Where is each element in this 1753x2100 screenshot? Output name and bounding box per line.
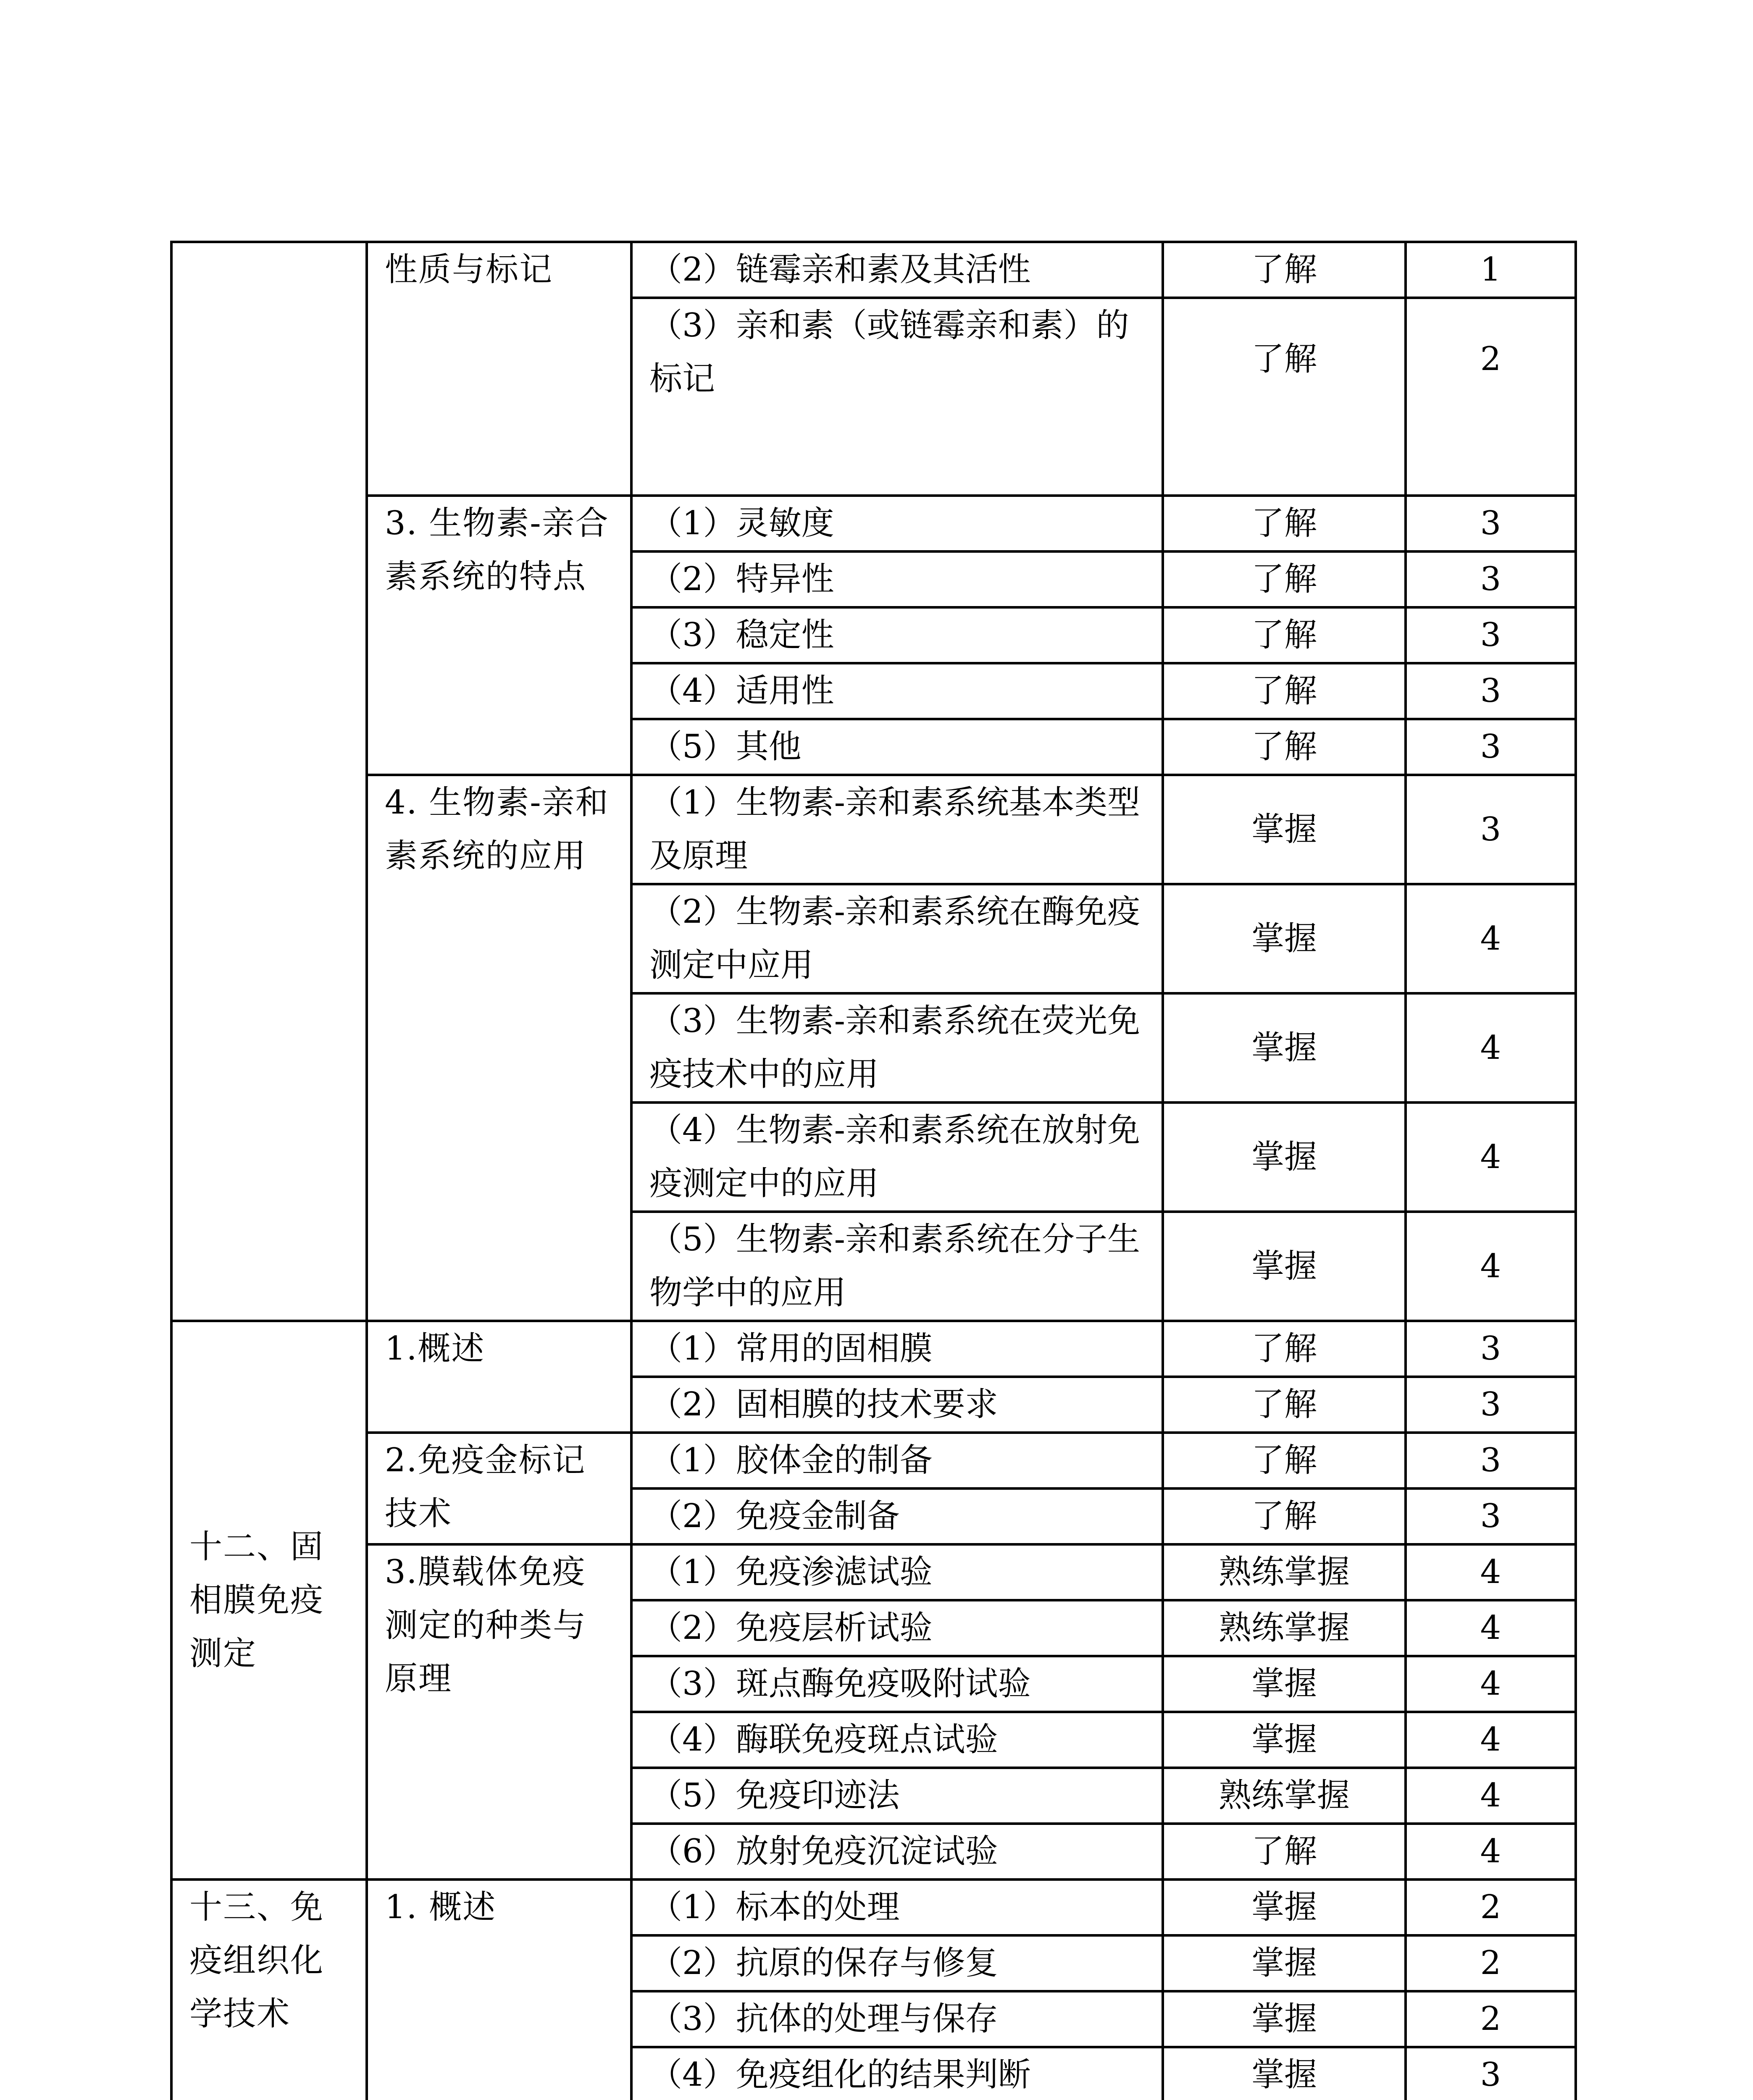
content-cell: （5）免疫印迹法 — [631, 1768, 1163, 1824]
main-topic-cell: 十二、固相膜免疫测定 — [171, 1321, 367, 1880]
hours-cell: 3 — [1406, 663, 1576, 719]
content-cell: （1）灵敏度 — [631, 496, 1163, 551]
requirement-level-cell: 了解 — [1163, 719, 1406, 775]
content-cell: （1）生物素-亲和素系统基本类型及原理 — [631, 775, 1163, 884]
content-cell: （4）免疫组化的结果判断 — [631, 2047, 1163, 2100]
hours-cell: 2 — [1406, 1991, 1576, 2047]
content-cell: （1）标本的处理 — [631, 1880, 1163, 1935]
content-cell: （5）其他 — [631, 719, 1163, 775]
subtopic-cell: 1.概述 — [367, 1321, 631, 1433]
subtopic-cell: 3.膜载体免疫测定的种类与原理 — [367, 1544, 631, 1880]
hours-cell: 4 — [1406, 1600, 1576, 1656]
requirement-level-cell: 了解 — [1163, 496, 1406, 551]
hours-cell: 4 — [1406, 993, 1576, 1102]
content-cell: （1）常用的固相膜 — [631, 1321, 1163, 1377]
requirement-level-cell: 熟练掌握 — [1163, 1544, 1406, 1600]
hours-cell: 3 — [1406, 2047, 1576, 2100]
hours-cell: 3 — [1406, 1321, 1576, 1377]
hours-cell: 4 — [1406, 1212, 1576, 1321]
content-cell: （3）抗体的处理与保存 — [631, 1991, 1163, 2047]
content-cell: （2）链霉亲和素及其活性 — [631, 242, 1163, 298]
content-cell: （2）生物素-亲和素系统在酶免疫测定中应用 — [631, 884, 1163, 993]
content-cell: （2）抗原的保存与修复 — [631, 1935, 1163, 1991]
requirement-level-cell: 熟练掌握 — [1163, 1600, 1406, 1656]
hours-cell: 4 — [1406, 1712, 1576, 1768]
requirement-level-cell: 掌握 — [1163, 1935, 1406, 1991]
hours-cell: 3 — [1406, 775, 1576, 884]
hours-cell: 4 — [1406, 1768, 1576, 1824]
requirement-level-cell: 掌握 — [1163, 993, 1406, 1102]
hours-cell: 3 — [1406, 607, 1576, 663]
requirement-level-cell: 掌握 — [1163, 2047, 1406, 2100]
content-cell: （2）特异性 — [631, 551, 1163, 607]
hours-cell: 3 — [1406, 551, 1576, 607]
hours-cell: 3 — [1406, 1433, 1576, 1488]
hours-cell: 2 — [1406, 1880, 1576, 1935]
requirement-level-cell: 了解 — [1163, 1824, 1406, 1880]
requirement-level-cell: 了解 — [1163, 663, 1406, 719]
subtopic-cell: 性质与标记 — [367, 242, 631, 496]
content-cell: （1）免疫渗滤试验 — [631, 1544, 1163, 1600]
content-cell: （3）亲和素（或链霉亲和素）的标记 — [631, 298, 1163, 496]
requirement-level-cell: 掌握 — [1163, 775, 1406, 884]
content-cell: （5）生物素-亲和素系统在分子生物学中的应用 — [631, 1212, 1163, 1321]
requirement-level-cell: 了解 — [1163, 298, 1406, 496]
hours-cell: 2 — [1406, 1935, 1576, 1991]
requirement-level-cell: 掌握 — [1163, 884, 1406, 993]
hours-cell: 4 — [1406, 1102, 1576, 1212]
requirement-level-cell: 了解 — [1163, 607, 1406, 663]
content-cell: （4）生物素-亲和素系统在放射免疫测定中的应用 — [631, 1102, 1163, 1212]
requirement-level-cell: 掌握 — [1163, 1102, 1406, 1212]
hours-cell: 4 — [1406, 1544, 1576, 1600]
content-cell: （6）放射免疫沉淀试验 — [631, 1824, 1163, 1880]
content-cell: （2）免疫金制备 — [631, 1488, 1163, 1544]
requirement-level-cell: 掌握 — [1163, 1991, 1406, 2047]
main-topic-cell — [171, 242, 367, 1321]
subtopic-cell: 1. 概述 — [367, 1880, 631, 2100]
hours-cell: 3 — [1406, 719, 1576, 775]
subtopic-cell: 2.免疫金标记技术 — [367, 1433, 631, 1544]
requirement-level-cell: 了解 — [1163, 242, 1406, 298]
content-cell: （3）稳定性 — [631, 607, 1163, 663]
requirement-level-cell: 掌握 — [1163, 1712, 1406, 1768]
syllabus-table — [170, 241, 1577, 2100]
requirement-level-cell: 掌握 — [1163, 1212, 1406, 1321]
requirement-level-cell: 掌握 — [1163, 1656, 1406, 1712]
requirement-level-cell: 了解 — [1163, 1433, 1406, 1488]
hours-cell: 2 — [1406, 298, 1576, 496]
hours-cell: 1 — [1406, 242, 1576, 298]
content-cell: （4）适用性 — [631, 663, 1163, 719]
requirement-level-cell: 了解 — [1163, 551, 1406, 607]
content-cell: （1）胶体金的制备 — [631, 1433, 1163, 1488]
hours-cell: 3 — [1406, 1488, 1576, 1544]
hours-cell: 3 — [1406, 496, 1576, 551]
subtopic-cell: 3. 生物素-亲合素系统的特点 — [367, 496, 631, 775]
requirement-level-cell: 了解 — [1163, 1377, 1406, 1433]
requirement-level-cell: 掌握 — [1163, 1880, 1406, 1935]
content-cell: （4）酶联免疫斑点试验 — [631, 1712, 1163, 1768]
requirement-level-cell: 了解 — [1163, 1321, 1406, 1377]
content-cell: （2）免疫层析试验 — [631, 1600, 1163, 1656]
requirement-level-cell: 熟练掌握 — [1163, 1768, 1406, 1824]
hours-cell: 3 — [1406, 1377, 1576, 1433]
hours-cell: 4 — [1406, 884, 1576, 993]
subtopic-cell: 4. 生物素-亲和素系统的应用 — [367, 775, 631, 1321]
requirement-level-cell: 了解 — [1163, 1488, 1406, 1544]
content-cell: （3）生物素-亲和素系统在荧光免疫技术中的应用 — [631, 993, 1163, 1102]
content-cell: （3）斑点酶免疫吸附试验 — [631, 1656, 1163, 1712]
content-cell: （2）固相膜的技术要求 — [631, 1377, 1163, 1433]
hours-cell: 4 — [1406, 1824, 1576, 1880]
main-topic-cell: 十三、免疫组织化学技术 — [171, 1880, 367, 2100]
hours-cell: 4 — [1406, 1656, 1576, 1712]
